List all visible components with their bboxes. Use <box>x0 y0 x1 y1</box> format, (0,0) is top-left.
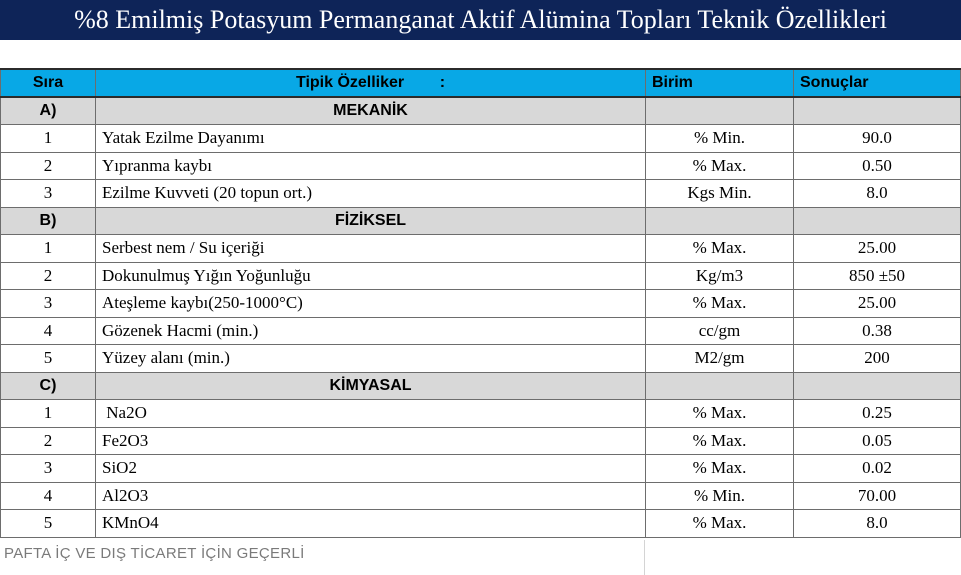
table-row <box>1 125 961 153</box>
row-result: 0.38 <box>794 317 961 345</box>
row-result: 200 <box>794 345 961 373</box>
row-number: 3 <box>1 290 96 318</box>
table-row <box>1 510 961 538</box>
row-property: Yatak Ezilme Dayanımı <box>96 125 646 153</box>
table-row <box>1 180 961 208</box>
table-row <box>1 290 961 318</box>
section-empty-cell <box>646 97 794 125</box>
section-row <box>1 372 961 400</box>
section-code: B) <box>1 207 96 235</box>
title-spacer <box>0 40 961 68</box>
row-result: 0.50 <box>794 152 961 180</box>
row-result: 0.05 <box>794 427 961 455</box>
table-header-row <box>1 69 961 97</box>
row-property: Yüzey alanı (min.) <box>96 345 646 373</box>
section-empty-cell <box>794 372 961 400</box>
row-number: 1 <box>1 400 96 428</box>
row-unit: cc/gm <box>646 317 794 345</box>
row-number: 2 <box>1 262 96 290</box>
row-unit: Kgs Min. <box>646 180 794 208</box>
row-unit: M2/gm <box>646 345 794 373</box>
section-name: FİZİKSEL <box>96 207 646 235</box>
row-number: 3 <box>1 455 96 483</box>
row-number: 4 <box>1 317 96 345</box>
row-unit: % Max. <box>646 235 794 263</box>
section-row <box>1 97 961 125</box>
footer-divider <box>644 540 645 575</box>
table-row <box>1 262 961 290</box>
row-result: 8.0 <box>794 180 961 208</box>
header-ozellik: Tipik Özelliker : <box>96 69 646 97</box>
table-row <box>1 427 961 455</box>
row-unit: % Min. <box>646 125 794 153</box>
row-number: 3 <box>1 180 96 208</box>
row-property: SiO2 <box>96 455 646 483</box>
section-code: C) <box>1 372 96 400</box>
row-unit: % Max. <box>646 455 794 483</box>
row-number: 4 <box>1 482 96 510</box>
row-property: Ezilme Kuvveti (20 topun ort.) <box>96 180 646 208</box>
row-unit: % Max. <box>646 152 794 180</box>
row-unit: % Max. <box>646 427 794 455</box>
header-birim: Birim <box>646 69 794 97</box>
row-unit: % Min. <box>646 482 794 510</box>
table-row <box>1 482 961 510</box>
row-property: Serbest nem / Su içeriği <box>96 235 646 263</box>
row-property: KMnO4 <box>96 510 646 538</box>
table-row <box>1 400 961 428</box>
section-code: A) <box>1 97 96 125</box>
row-result: 0.02 <box>794 455 961 483</box>
row-result: 25.00 <box>794 290 961 318</box>
header-sira: Sıra <box>1 69 96 97</box>
table-row <box>1 345 961 373</box>
footer-note: PAFTA İÇ VE DIŞ TİCARET İÇİN GEÇERLİ <box>4 545 305 562</box>
section-empty-cell <box>646 207 794 235</box>
row-result: 0.25 <box>794 400 961 428</box>
table-row <box>1 152 961 180</box>
section-empty-cell <box>794 97 961 125</box>
row-unit: % Max. <box>646 400 794 428</box>
row-number: 1 <box>1 125 96 153</box>
header-sonuc: Sonuçlar <box>794 69 961 97</box>
row-property: Ateşleme kaybı(250-1000°C) <box>96 290 646 318</box>
row-result: 70.00 <box>794 482 961 510</box>
row-result: 850 ±50 <box>794 262 961 290</box>
row-number: 2 <box>1 152 96 180</box>
row-property: Gözenek Hacmi (min.) <box>96 317 646 345</box>
row-number: 1 <box>1 235 96 263</box>
table-row <box>1 235 961 263</box>
table-row <box>1 455 961 483</box>
section-row <box>1 207 961 235</box>
spec-table <box>0 68 961 538</box>
row-number: 5 <box>1 345 96 373</box>
row-property: Al2O3 <box>96 482 646 510</box>
section-name: MEKANİK <box>96 97 646 125</box>
row-number: 2 <box>1 427 96 455</box>
section-name: KİMYASAL <box>96 372 646 400</box>
row-property: Yıpranma kaybı <box>96 152 646 180</box>
spec-table-body <box>1 97 961 537</box>
row-result: 8.0 <box>794 510 961 538</box>
row-unit: % Max. <box>646 510 794 538</box>
row-unit: % Max. <box>646 290 794 318</box>
page-title: %8 Emilmiş Potasyum Permanganat Aktif Alümina Topları Teknik Özellikleri <box>0 0 961 40</box>
row-result: 90.0 <box>794 125 961 153</box>
row-number: 5 <box>1 510 96 538</box>
row-property: Fe2O3 <box>96 427 646 455</box>
section-empty-cell <box>794 207 961 235</box>
row-unit: Kg/m3 <box>646 262 794 290</box>
row-property: Na2O <box>96 400 646 428</box>
section-empty-cell <box>646 372 794 400</box>
row-property: Dokunulmuş Yığın Yoğunluğu <box>96 262 646 290</box>
table-row <box>1 317 961 345</box>
row-result: 25.00 <box>794 235 961 263</box>
